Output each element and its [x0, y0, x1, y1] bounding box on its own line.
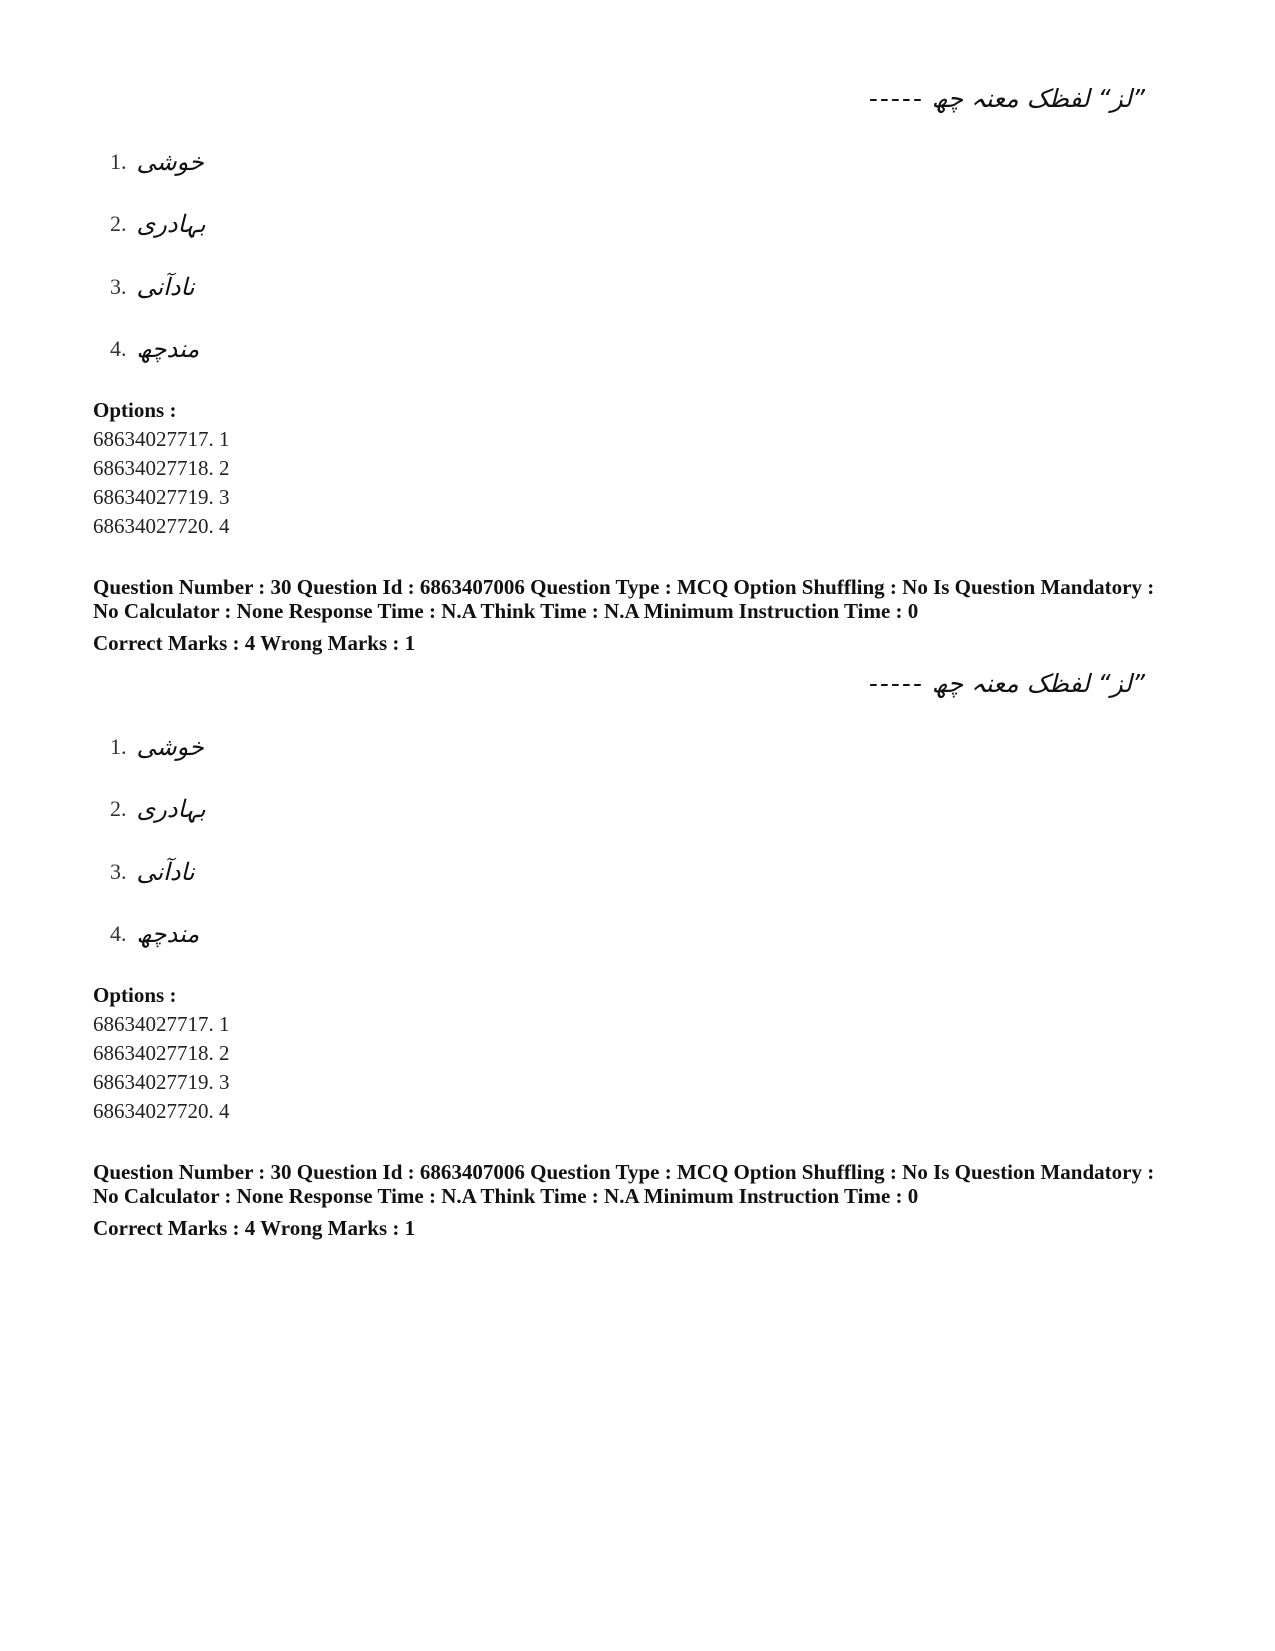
choice-word: بہادری [136, 795, 206, 823]
option-line: 68634027718. 2 [93, 456, 230, 480]
choice-word: خوشی [136, 148, 204, 176]
choice-1 [110, 148, 204, 176]
question-meta [93, 1160, 1193, 1208]
blank-dashes: ----- [868, 84, 924, 113]
meta-line-2: No Calculator : None Response Time : N.A Think Time : N.A Minimum Instruction Time : 0 [93, 599, 919, 623]
choice-number: 3. [110, 274, 127, 299]
option-line: 68634027718. 2 [93, 1041, 230, 1065]
option-line: 68634027719. 3 [93, 485, 230, 509]
meta-line-1: Question Number : 30 Question Id : 6863407006 Question Type : MCQ Option Shuffling : No Is Question Mandatory : [93, 575, 1155, 599]
option-line: 68634027717. 1 [93, 427, 230, 451]
choice-number: 4. [110, 336, 127, 361]
question-meta [93, 575, 1193, 623]
blank-dashes: ----- [868, 669, 924, 698]
choice-word: مندچھ [136, 335, 200, 363]
choice-word: خوشی [136, 733, 204, 761]
choice-number: 2. [110, 796, 127, 821]
option-line: 68634027720. 4 [93, 514, 230, 538]
urdu-question-words: ”لز“ لفظک معنہ چھ [931, 84, 1145, 113]
choice-word: بہادری [136, 210, 206, 238]
choice-1 [110, 733, 204, 761]
options-label: Options : [93, 983, 177, 1007]
urdu-question-text [861, 84, 1145, 113]
option-line: 68634027720. 4 [93, 1099, 230, 1123]
marks-line: Correct Marks : 4 Wrong Marks : 1 [93, 631, 416, 655]
meta-line-1: Question Number : 30 Question Id : 6863407006 Question Type : MCQ Option Shuffling : No Is Question Mandatory : [93, 1160, 1155, 1184]
meta-line-2: No Calculator : None Response Time : N.A Think Time : N.A Minimum Instruction Time : 0 [93, 1184, 919, 1208]
choice-4 [110, 920, 199, 948]
option-line: 68634027719. 3 [93, 1070, 230, 1094]
choice-number: 4. [110, 921, 127, 946]
option-line: 68634027717. 1 [93, 1012, 230, 1036]
choice-2 [110, 210, 206, 238]
choice-number: 1. [110, 149, 127, 174]
choice-4 [110, 335, 199, 363]
choice-word: نادآنی [136, 273, 195, 301]
marks-line: Correct Marks : 4 Wrong Marks : 1 [93, 1216, 416, 1240]
choice-number: 2. [110, 211, 127, 236]
urdu-question-text [861, 669, 1145, 698]
choice-number: 1. [110, 734, 127, 759]
options-label: Options : [93, 398, 177, 422]
urdu-question-words: ”لز“ لفظک معنہ چھ [931, 669, 1145, 698]
choice-3 [110, 273, 195, 301]
choice-2 [110, 795, 206, 823]
choice-3 [110, 858, 195, 886]
choice-number: 3. [110, 859, 127, 884]
choice-word: نادآنی [136, 858, 195, 886]
choice-word: مندچھ [136, 920, 200, 948]
